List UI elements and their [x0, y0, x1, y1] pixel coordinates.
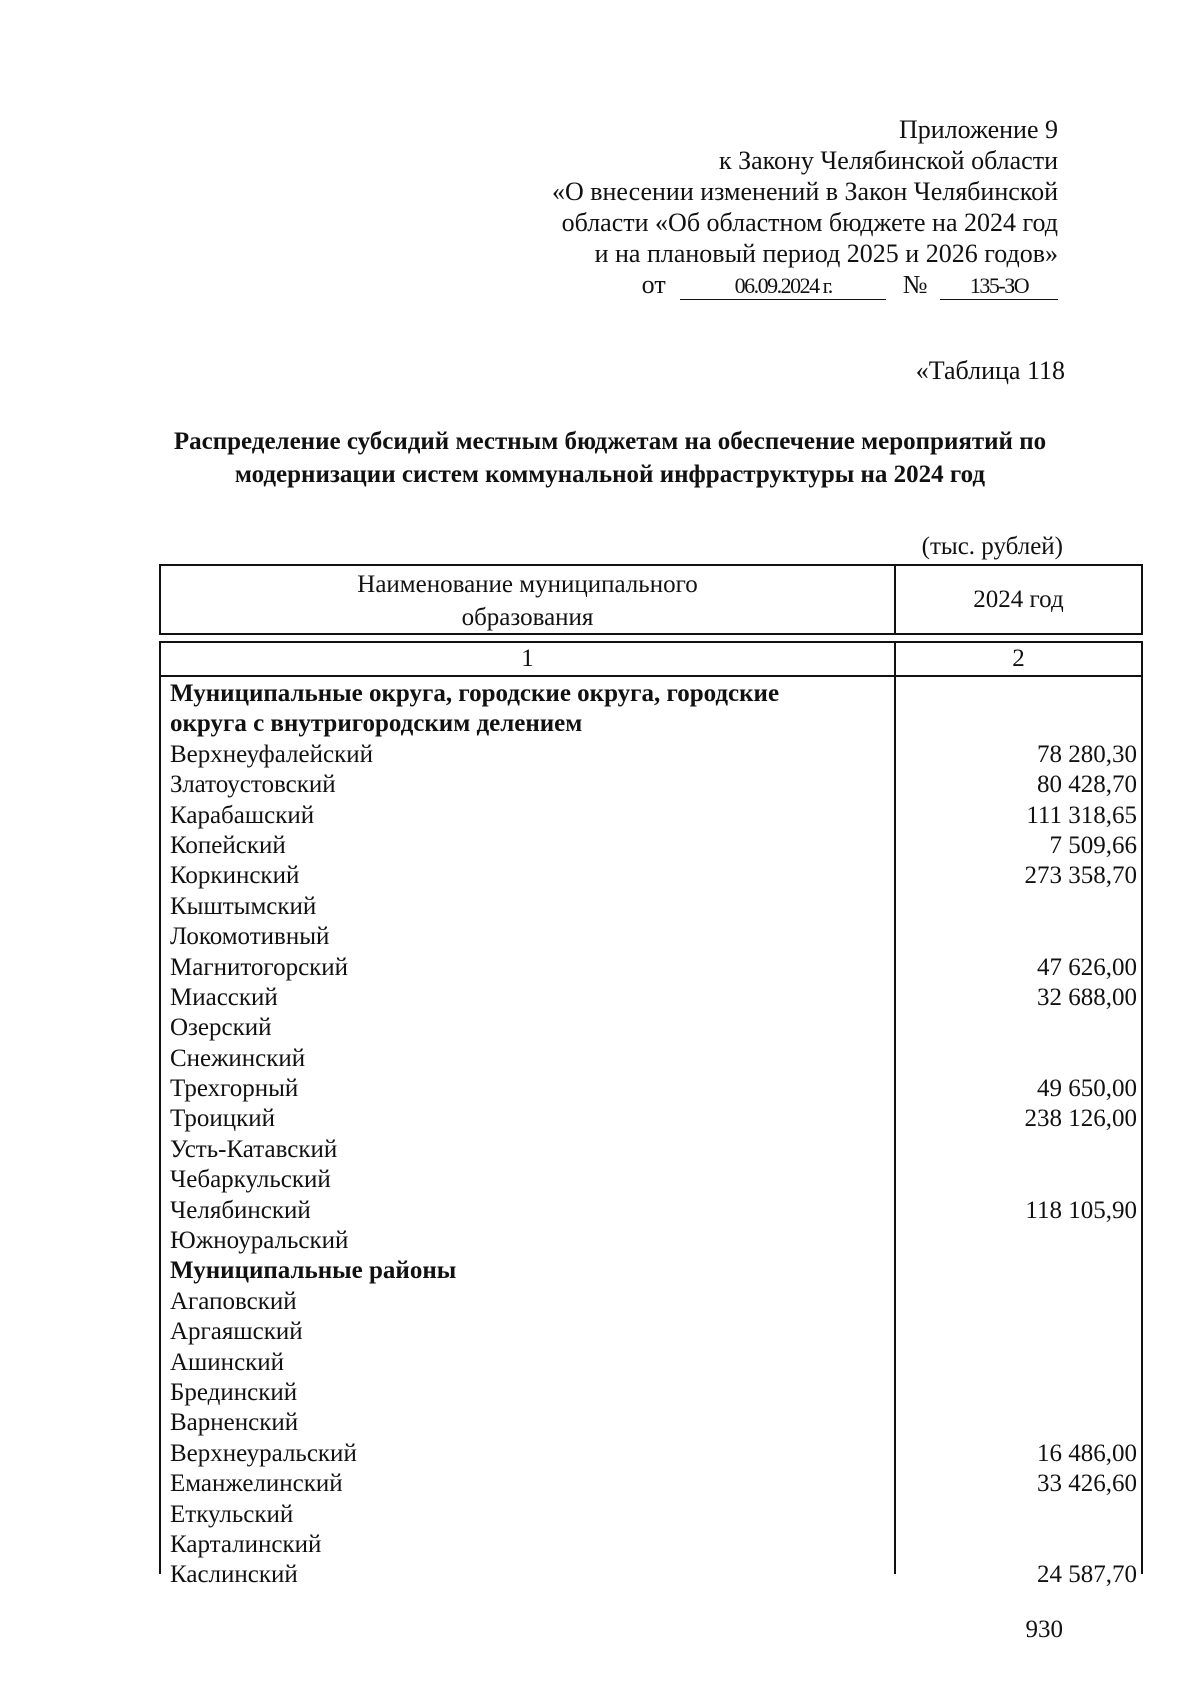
municipality-name: Верхнеуфалейский	[170, 740, 373, 768]
subsidy-amount: 24 587,70	[1037, 1561, 1137, 1589]
municipality-name: Чебаркульский	[170, 1166, 331, 1194]
subsidy-amount: 238 126,00	[1024, 1105, 1137, 1133]
group-header-row	[170, 1256, 1138, 1286]
subsidy-amount: 80 428,70	[1037, 771, 1137, 799]
column-number: 1	[161, 643, 896, 675]
subsidy-amount	[894, 1378, 1138, 1408]
subsidy-amount: 111 318,65	[1026, 801, 1137, 829]
column-number: 2	[1012, 645, 1025, 672]
table-row	[170, 861, 1138, 891]
page-number: 930	[1025, 1616, 1063, 1643]
table-row	[170, 1530, 1138, 1560]
municipality-name: Агаповский	[170, 1287, 297, 1315]
table-row	[170, 1378, 1138, 1408]
municipality-name: округа с внутригородским делением	[170, 710, 583, 738]
subsidy-amount: 32 688,00	[1037, 983, 1137, 1011]
table-row	[170, 1439, 1138, 1469]
table-row	[170, 983, 1138, 1013]
municipality-name: Брединский	[170, 1378, 298, 1406]
municipality-name: Верхнеуральский	[170, 1439, 357, 1467]
municipality-name: Магнитогорский	[170, 953, 349, 981]
municipality-name: Усть-Катавский	[170, 1135, 338, 1163]
title-line: Распределение субсидий местным бюджетам на обеспечение мероприятий по	[173, 428, 1047, 455]
header-municipality-line: образования	[461, 604, 594, 631]
group-header-row	[170, 679, 1138, 709]
subsidy-amount	[894, 1408, 1138, 1438]
table-row	[170, 801, 1138, 831]
table-rows	[170, 679, 1138, 1591]
municipality-name: Локомотивный	[170, 923, 330, 951]
subsidy-amount	[894, 1500, 1138, 1530]
table-row	[170, 770, 1138, 800]
appendix-line: к Закону Челябинской области	[718, 146, 1058, 175]
municipality-name: Троицкий	[170, 1105, 275, 1133]
municipality-name: Ашинский	[170, 1348, 285, 1376]
subsidy-amount	[894, 1287, 1138, 1317]
subsidy-amount	[894, 1226, 1138, 1256]
subsidy-amount	[894, 1013, 1138, 1043]
table-row	[170, 1560, 1138, 1590]
law-number: 135-ЗО	[940, 273, 1058, 300]
table-row	[170, 1165, 1138, 1195]
municipality-name: Муниципальные округа, городские округа, городские	[170, 680, 780, 707]
law-date-number-line	[552, 269, 1058, 300]
municipality-name: Миасский	[170, 983, 278, 1011]
table-label: «Таблица 118	[915, 356, 1065, 385]
appendix-line: области «Об областном бюджете на 2024 год	[561, 208, 1058, 237]
document-title	[140, 425, 1080, 491]
municipality-name: Трехгорный	[170, 1075, 299, 1103]
title-line: модернизации систем коммунальной инфраструктуры на 2024 год	[234, 461, 986, 488]
municipality-name: Карабашский	[170, 801, 315, 829]
table-header	[159, 564, 1143, 635]
table-row	[170, 1044, 1138, 1074]
municipality-name: Аргаяшский	[170, 1318, 303, 1346]
municipality-name: Еманжелинский	[170, 1470, 343, 1498]
table-row	[170, 1196, 1138, 1226]
table-body	[159, 677, 1143, 1589]
appendix-line: Приложение 9	[898, 115, 1058, 144]
municipality-name: Варненский	[170, 1409, 299, 1437]
subsidy-amount	[894, 679, 1138, 709]
municipality-name: Озерский	[170, 1014, 272, 1042]
header-municipality	[161, 566, 896, 633]
table-row	[170, 1500, 1138, 1530]
table-row	[170, 740, 1138, 770]
municipality-name: Снежинский	[170, 1044, 306, 1072]
municipality-name: Еткульский	[170, 1500, 294, 1528]
subsidy-amount: 47 626,00	[1037, 953, 1137, 981]
municipality-name: Челябинский	[170, 1196, 311, 1224]
municipality-name: Кыштымский	[170, 892, 317, 920]
subsidy-amount	[894, 1165, 1138, 1195]
municipality-name: Южноуральский	[170, 1227, 349, 1255]
appendix-block	[552, 114, 1058, 300]
appendix-line: «О внесении изменений в Закон Челябинской	[551, 177, 1058, 206]
subsidy-amount: 78 280,30	[1037, 740, 1137, 768]
municipality-name: Копейский	[170, 831, 286, 859]
subsidy-amount	[894, 1530, 1138, 1560]
header-year: 2024 год	[973, 585, 1064, 613]
table-row	[170, 1469, 1138, 1499]
subsidy-amount	[894, 1317, 1138, 1347]
table-row	[170, 1408, 1138, 1438]
table-row	[170, 922, 1138, 952]
header-municipality-line: Наименование муниципального	[357, 571, 698, 598]
table-row	[170, 1348, 1138, 1378]
municipality-name: Карталинский	[170, 1530, 322, 1558]
table-row	[170, 1226, 1138, 1256]
law-date: 06.09.2024 г.	[680, 273, 886, 300]
units-label: (тыс. рублей)	[921, 533, 1063, 560]
table-row	[170, 892, 1138, 922]
table-row	[170, 1013, 1138, 1043]
subsidy-amount	[894, 1044, 1138, 1074]
subsidy-amount	[894, 709, 1138, 739]
subsidy-amount: 7 509,66	[1049, 831, 1137, 859]
municipality-name: Каслинский	[170, 1561, 298, 1589]
subsidy-amount: 273 358,70	[1024, 862, 1137, 890]
table-row	[170, 1104, 1138, 1134]
table-row	[170, 1074, 1138, 1104]
subsidy-amount: 49 650,00	[1037, 1075, 1137, 1103]
subsidy-amount	[894, 922, 1138, 952]
appendix-line: и на плановый период 2025 и 2026 годов»	[594, 239, 1058, 268]
municipality-name: Златоустовский	[170, 771, 336, 799]
column-numbers-row	[159, 641, 1143, 677]
subsidy-amount: 16 486,00	[1037, 1439, 1137, 1467]
subsidy-amount	[894, 1256, 1138, 1286]
date-prefix: от	[641, 270, 666, 299]
municipality-name: Коркинский	[170, 862, 300, 890]
table-row	[170, 1317, 1138, 1347]
table-row	[170, 1135, 1138, 1165]
number-prefix: №	[902, 270, 928, 299]
table-row	[170, 1287, 1138, 1317]
subsidy-amount: 118 105,90	[1025, 1196, 1137, 1224]
group-header-row	[170, 709, 1138, 739]
municipality-name: Муниципальные районы	[170, 1257, 457, 1285]
table-row	[170, 831, 1138, 861]
subsidy-amount	[894, 1348, 1138, 1378]
subsidy-amount	[894, 892, 1138, 922]
subsidy-amount	[894, 1135, 1138, 1165]
table-row	[170, 953, 1138, 983]
subsidy-amount: 33 426,60	[1037, 1470, 1137, 1498]
